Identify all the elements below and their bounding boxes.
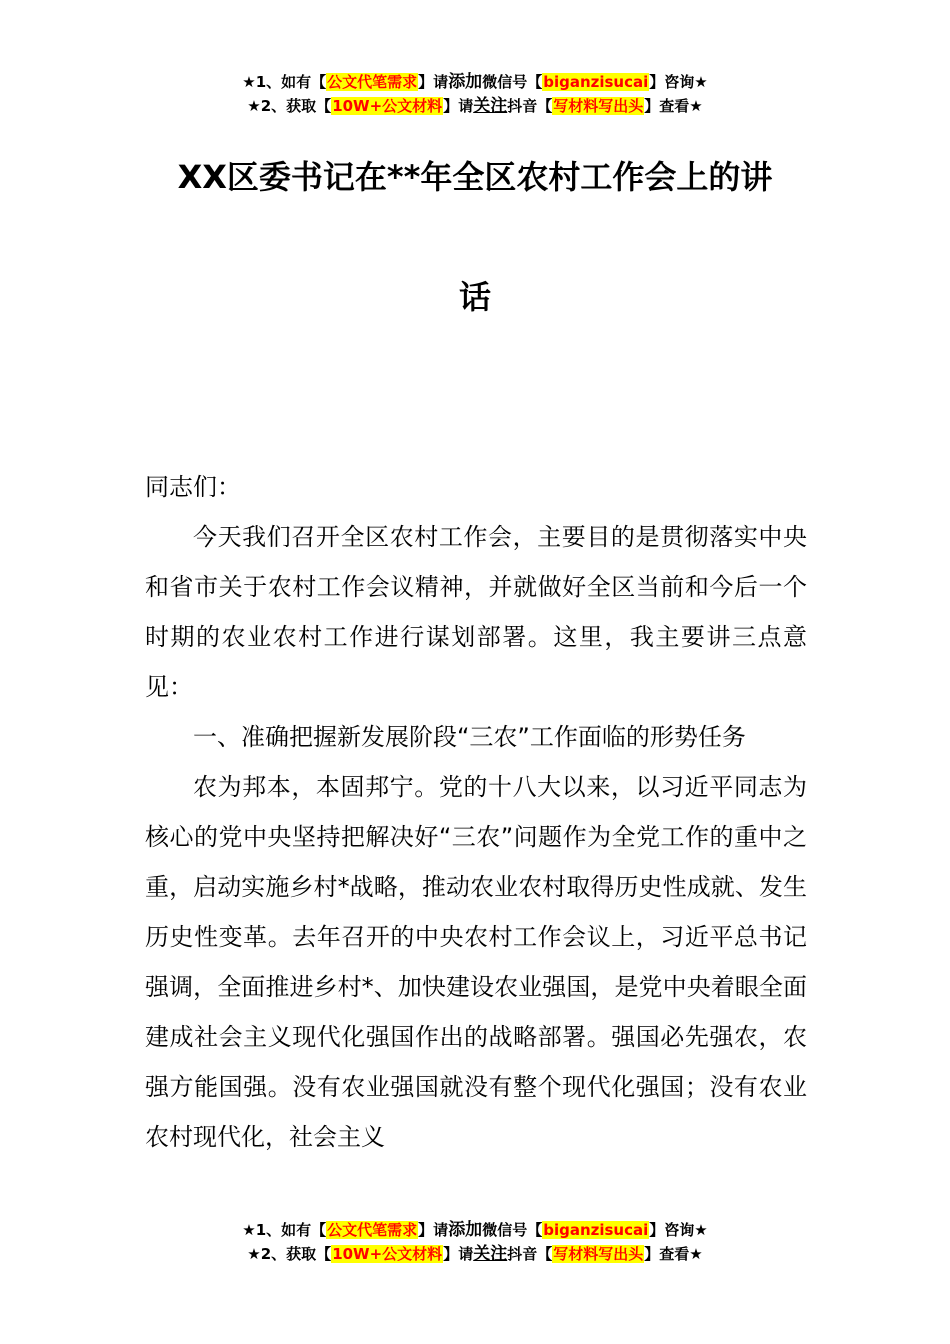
promo-text: 】咨询★	[649, 1221, 708, 1239]
promo-highlight: 10W+公文材料	[332, 1245, 443, 1263]
promo-text: 微信号【	[482, 1221, 543, 1239]
promo-text: ★2、获取【	[247, 1245, 332, 1263]
promo-text: 抖音【	[507, 1245, 553, 1263]
promo-text: 】查看★	[644, 1245, 703, 1263]
promo-text: 】查看★	[644, 97, 703, 115]
promo-text: 】请	[443, 97, 474, 115]
promo-emphasis: 关注	[473, 1244, 508, 1264]
promo-highlight: 公文代笔需求	[327, 73, 418, 91]
promo-highlight: 写材料写出头	[553, 97, 644, 115]
promo-banner-bottom	[0, 1218, 950, 1266]
paragraph-intro: 今天我们召开全区农村工作会，主要目的是贯彻落实中央和省市关于农村工作会议精神，并就做好全区当前和今后一个时期的农业农村工作进行谋划部署。这里，我主要讲三点意见：	[145, 523, 807, 701]
promo-emphasis: 添加	[448, 1220, 483, 1240]
promo-emphasis: 关注	[473, 96, 508, 116]
promo-line-1	[0, 1218, 950, 1242]
promo-text: ★2、获取【	[247, 97, 332, 115]
promo-highlight: 10W+公文材料	[332, 97, 443, 115]
document-body	[145, 462, 807, 1162]
promo-line-2	[0, 1242, 950, 1266]
promo-text: 】请	[443, 1245, 474, 1263]
promo-highlight: biganzisucai	[543, 73, 649, 91]
promo-banner-top	[0, 70, 950, 118]
promo-text: 】请	[418, 1221, 449, 1239]
salutation: 同志们：	[145, 473, 241, 501]
section-heading-1: 一、准确把握新发展阶段“三农”工作面临的形势任务	[193, 723, 746, 751]
document-title-line-1: XX区委书记在**年全区农村工作会上的讲	[177, 158, 773, 196]
promo-line-2	[0, 94, 950, 118]
promo-text: 微信号【	[482, 73, 543, 91]
paragraph-body: 农为邦本，本固邦宁。党的十八大以来，以习近平同志为核心的党中央坚持把解决好“三农”问题作为全党工作的重中之重，启动实施乡村*战略，推动农业农村取得历史性成就、发生历史性变革。去年召开的中央农村工作会议上，习近平总书记强调，全面推进乡村*、加快建设农业强国，是党中央着眼全面建成社会主义现代化强国作出的战略部署。强国必先强农，农强方能国强。没有农业强国就没有整个现代化强国；没有农业农村现代化，社会主义	[145, 773, 807, 1151]
promo-text: 】请	[418, 73, 449, 91]
promo-text: 】咨询★	[649, 73, 708, 91]
promo-highlight: 写材料写出头	[553, 1245, 644, 1263]
document-title-line-2: 话	[458, 278, 491, 316]
promo-line-1	[0, 70, 950, 94]
promo-emphasis: 添加	[448, 72, 483, 92]
promo-text: ★1、如有【	[242, 1221, 327, 1239]
promo-text: 抖音【	[507, 97, 553, 115]
promo-highlight: biganzisucai	[543, 1221, 649, 1239]
promo-highlight: 公文代笔需求	[327, 1221, 418, 1239]
promo-text: ★1、如有【	[242, 73, 327, 91]
